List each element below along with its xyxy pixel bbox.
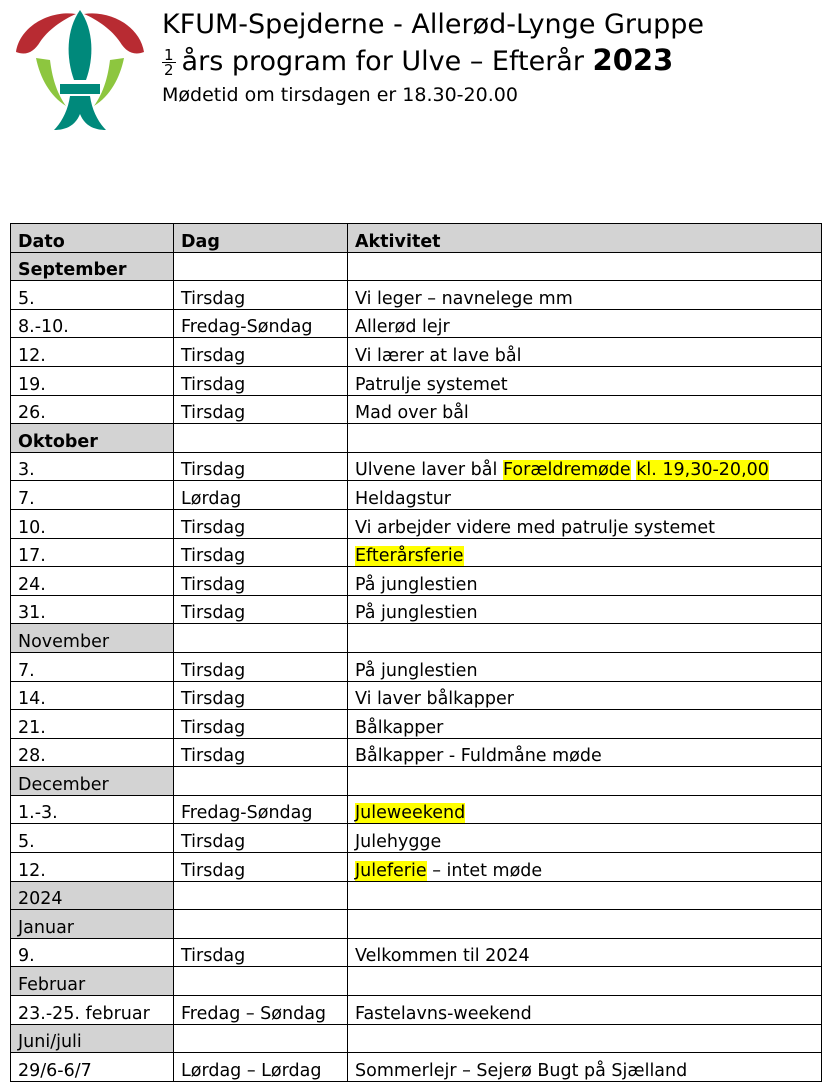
column-header-day: Dag [174,224,348,253]
date-cell: 12. [11,853,174,882]
activity-text: Bålkapper [355,717,444,738]
section-activity-empty [348,881,822,910]
activity-cell [348,309,822,338]
meeting-time: Mødetid om tirsdagen er 18.30-20.00 [162,84,518,106]
date-cell: 29/6-6/7 [11,1053,174,1082]
day-cell: Tirsdag [174,538,348,567]
date-cell: 24. [11,567,174,596]
day-cell: Tirsdag [174,509,348,538]
section-day-empty [174,967,348,996]
table-row [11,938,822,967]
day-cell: Tirsdag [174,824,348,853]
section-day-empty [174,1024,348,1053]
activity-text: Julehygge [355,832,442,853]
logo-right-green-petal [94,58,124,106]
column-header-activity: Aktivitet [348,224,822,253]
section-row [11,1024,822,1053]
activity-cell [348,824,822,853]
activity-text: Patrulje systemet [355,374,508,395]
activity-text: Vi leger – navnelege mm [355,288,573,309]
section-row [11,767,822,796]
date-cell: 17. [11,538,174,567]
activity-cell [348,595,822,624]
section-activity-empty [348,1024,822,1053]
table-row [11,452,822,481]
section-row [11,881,822,910]
table-row [11,281,822,310]
table-row [11,509,822,538]
day-cell: Tirsdag [174,710,348,739]
activity-cell [348,281,822,310]
table-row [11,481,822,510]
activity-text: Bålkapper - Fuldmåne møde [355,746,602,767]
day-cell: Tirsdag [174,338,348,367]
section-activity-empty [348,767,822,796]
section-label: September [11,252,174,281]
document-header [162,8,704,108]
activity-text: Ulvene laver bål [355,460,498,481]
table-row [11,395,822,424]
highlighted-text: Juleferie [355,860,427,881]
day-cell: Tirsdag [174,395,348,424]
table-row [11,824,822,853]
day-cell: Tirsdag [174,567,348,596]
section-activity-empty [348,252,822,281]
half-fraction [162,46,176,79]
table-row [11,309,822,338]
highlighted-text: Efterårsferie [355,546,464,567]
table-row [11,595,822,624]
section-label: November [11,624,174,653]
table-row [11,710,822,739]
activity-cell [348,795,822,824]
activity-cell [348,481,822,510]
logo-left-green-petal [36,58,66,106]
activity-text: Vi arbejder videre med patrulje systemet [355,517,715,538]
program-table-body [11,252,822,1081]
table-row [11,1053,822,1082]
section-label: Februar [11,967,174,996]
section-activity-empty [348,967,822,996]
date-cell: 19. [11,366,174,395]
table-row [11,853,822,882]
highlighted-text: Forældremøde [502,460,631,481]
activity-text: Allerød lejr [355,317,450,338]
program-table [10,223,822,1082]
subtitle-text: års program for Ulve – Efterår [181,46,584,77]
activity-cell [348,366,822,395]
table-row [11,996,822,1025]
day-cell: Fredag-Søndag [174,795,348,824]
date-cell: 7. [11,481,174,510]
activity-cell [348,509,822,538]
date-cell: 8.-10. [11,309,174,338]
activity-text: Velkommen til 2024 [355,946,530,967]
section-label: 2024 [11,881,174,910]
table-row [11,366,822,395]
section-row [11,252,822,281]
activity-cell [348,338,822,367]
document-subtitle [162,42,704,80]
section-activity-empty [348,424,822,453]
section-day-empty [174,881,348,910]
date-cell: 14. [11,681,174,710]
date-cell: 26. [11,395,174,424]
activity-cell [348,853,822,882]
logo-right-red-petal [84,13,144,53]
activity-text-after: – intet møde [426,860,543,881]
day-cell: Tirsdag [174,595,348,624]
fleur-de-lis-logo-icon [10,6,150,136]
day-cell: Tirsdag [174,452,348,481]
section-day-empty [174,252,348,281]
activity-cell [348,652,822,681]
section-day-empty [174,767,348,796]
date-cell: 23.-25. februar [11,996,174,1025]
activity-cell [348,1053,822,1082]
date-cell: 7. [11,652,174,681]
section-label: December [11,767,174,796]
date-cell: 9. [11,938,174,967]
table-row [11,538,822,567]
section-row [11,424,822,453]
day-cell: Tirsdag [174,938,348,967]
activity-cell [348,395,822,424]
date-cell: 12. [11,338,174,367]
activity-text: Fastelavns-weekend [355,1003,532,1024]
activity-cell [348,452,822,481]
table-row [11,681,822,710]
activity-cell [348,567,822,596]
activity-cell [348,738,822,767]
column-header-date: Dato [11,224,174,253]
day-cell: Tirsdag [174,738,348,767]
section-row [11,967,822,996]
table-header-row [11,224,822,253]
table-row [11,567,822,596]
section-label: Januar [11,910,174,939]
table-row [11,795,822,824]
activity-cell [348,938,822,967]
day-cell: Tirsdag [174,366,348,395]
date-cell: 28. [11,738,174,767]
activity-text: Vi laver bålkapper [355,689,514,710]
highlighted-text: Juleweekend [355,803,466,824]
date-cell: 21. [11,710,174,739]
section-row [11,910,822,939]
table-row [11,338,822,367]
section-label: Juni/juli [11,1024,174,1053]
day-cell: Tirsdag [174,281,348,310]
day-cell: Tirsdag [174,681,348,710]
activity-cell [348,681,822,710]
fraction-denominator: 2 [164,61,174,79]
section-activity-empty [348,624,822,653]
date-cell: 5. [11,281,174,310]
highlighted-time: kl. 19,30-20,00 [636,460,769,481]
document-title: KFUM-Spejderne - Allerød-Lynge Gruppe [162,9,705,40]
activity-cell [348,996,822,1025]
logo-left-red-petal [16,13,76,53]
activity-text: På junglestien [355,574,478,595]
date-cell: 10. [11,509,174,538]
section-day-empty [174,910,348,939]
subtitle-year: 2023 [592,43,674,77]
activity-cell [348,710,822,739]
table-row [11,738,822,767]
section-activity-empty [348,910,822,939]
day-cell: Lørdag [174,481,348,510]
section-label: Oktober [11,424,174,453]
date-cell: 1.-3. [11,795,174,824]
day-cell: Fredag-Søndag [174,309,348,338]
activity-text: Mad over bål [355,403,469,424]
table-row [11,652,822,681]
activity-text: På junglestien [355,603,478,624]
date-cell: 3. [11,452,174,481]
date-cell: 5. [11,824,174,853]
activity-text: Sommerlejr – Sejerø Bugt på Sjælland [355,1060,688,1081]
section-day-empty [174,624,348,653]
fraction-numerator: 1 [164,46,174,64]
day-cell: Fredag – Søndag [174,996,348,1025]
activity-cell [348,538,822,567]
date-cell: 31. [11,595,174,624]
logo-center-petal [69,10,92,80]
day-cell: Lørdag – Lørdag [174,1053,348,1082]
activity-text: På junglestien [355,660,478,681]
activity-text: Heldagstur [355,488,451,509]
activity-text: Vi lærer at lave bål [355,345,522,366]
logo-band [60,84,100,94]
section-row [11,624,822,653]
day-cell: Tirsdag [174,652,348,681]
day-cell: Tirsdag [174,853,348,882]
section-day-empty [174,424,348,453]
